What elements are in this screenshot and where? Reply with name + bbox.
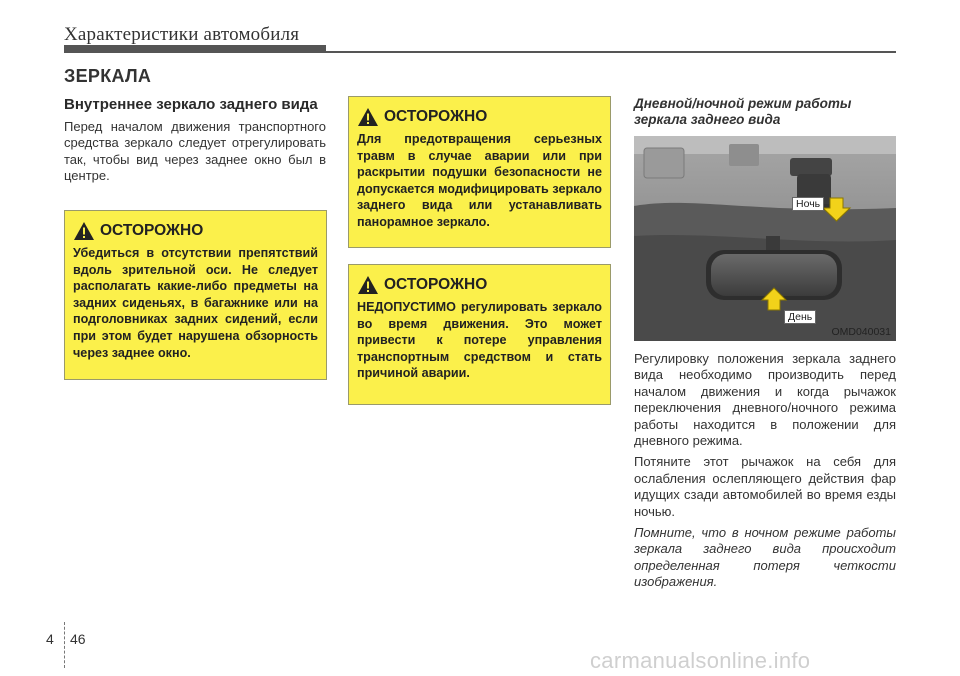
warning-header bbox=[357, 106, 602, 128]
left-paragraph: Перед началом движения транспортного средства зеркало следует отрегулировать так, чтобы вид через заднее окно был в центре. bbox=[64, 119, 326, 184]
right-italic-subhead: Дневной/ночной режим работы зеркала заднего вида bbox=[634, 96, 852, 127]
image-code: OMD040031 bbox=[831, 326, 891, 338]
warning-box-left bbox=[64, 210, 327, 380]
mirror-photo bbox=[634, 136, 896, 341]
warning-triangle-icon bbox=[73, 221, 95, 241]
warning-text: Для предотвращения серьезных травм в случае аварии или при раскрытии подушки безопасности не допускается модифицировать зеркало заднего вида или устанавливать панорамное зеркало. bbox=[357, 132, 602, 229]
left-column bbox=[64, 96, 326, 185]
chapter-number: 4 bbox=[46, 631, 54, 647]
warning-box-middle-2 bbox=[348, 264, 611, 405]
warning-title: ОСТОРОЖНО bbox=[100, 222, 204, 239]
warning-title: ОСТОРОЖНО bbox=[384, 276, 488, 293]
warning-header bbox=[357, 274, 602, 296]
header-rule bbox=[64, 51, 896, 53]
right-paragraph-3: Помните, что в ночном режиме работы зеркала заднего вида происходит определенная потеря четкости изображения. bbox=[634, 525, 896, 590]
warning-header bbox=[73, 220, 318, 242]
warning-triangle-icon bbox=[357, 107, 379, 127]
warning-text: Убедиться в отсутствии препятствий вдоль зрительной оси. Не следует располагать какие-либо предметы на задних сиденьях, в багажнике или на подголовниках задних сидений, если при этом будет нарушена обзорность через заднее окно. bbox=[73, 246, 318, 360]
warning-triangle-icon bbox=[357, 275, 379, 295]
warning-box-middle-1 bbox=[348, 96, 611, 248]
mirror-illustration bbox=[634, 136, 896, 341]
night-label: Ночь bbox=[792, 197, 824, 211]
right-heading bbox=[634, 96, 896, 128]
warning-text: НЕДОПУСТИМО регулировать зеркало во время движения. Это может привести к потере управления транспортным средством и стать причиной аварии. bbox=[357, 300, 602, 381]
warning-title: ОСТОРОЖНО bbox=[384, 108, 488, 125]
page-divider bbox=[64, 622, 65, 668]
page-number: 46 bbox=[70, 631, 86, 647]
day-label: День bbox=[784, 310, 816, 324]
left-subhead: Внутреннее зеркало заднего вида bbox=[64, 96, 318, 113]
section-title: ЗЕРКАЛА bbox=[64, 66, 152, 86]
right-paragraph-1: Регулировку положения зеркала заднего вида необходимо производить перед началом движения и когда рычажок переключения дневного/ночного режима работы находится в положении для дневного режима. bbox=[634, 351, 896, 449]
right-column-text bbox=[634, 351, 896, 591]
header-title: Характеристики автомобиля bbox=[64, 24, 300, 45]
right-paragraph-2: Потяните этот рычажок на себя для ослабления ослепляющего действия фар идущих сзади автомобилей во время езды ночью. bbox=[634, 454, 896, 519]
watermark: carmanualsonline.info bbox=[590, 648, 811, 673]
